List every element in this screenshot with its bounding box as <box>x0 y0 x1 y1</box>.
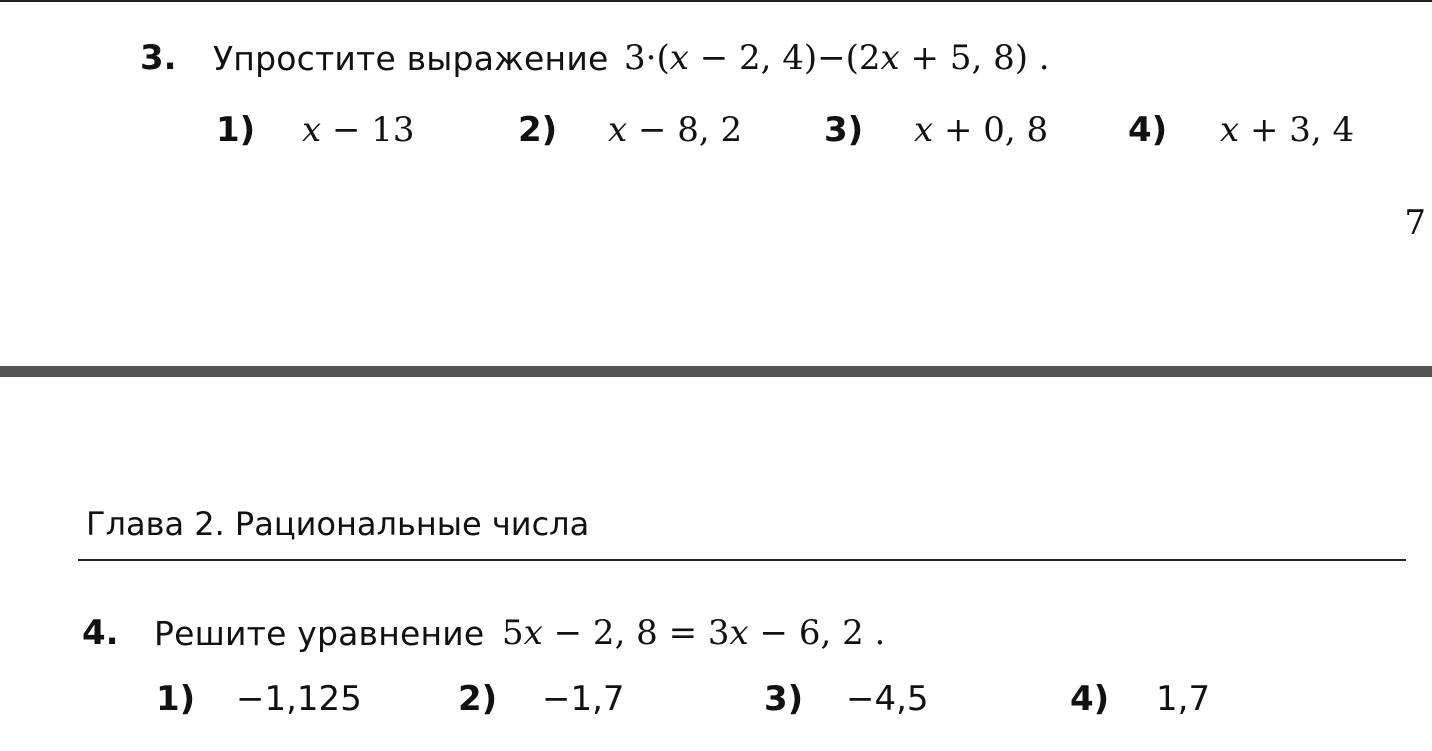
question-3-number: 3. <box>140 38 177 78</box>
question-3-expression: 3·(x − 2, 4)−(2x + 5, 8) . <box>624 38 1050 78</box>
question-3-option-2-value[interactable]: x − 8, 2 <box>608 110 743 150</box>
question-3-option-2-number: 2) <box>518 110 558 150</box>
question-4-number: 4. <box>82 613 119 653</box>
question-4-expression: 5x − 2, 8 = 3x − 6, 2 . <box>502 613 886 653</box>
question-4-option-4-number: 4) <box>1070 679 1110 719</box>
question-4-text: Решите уравнение <box>154 614 485 653</box>
chapter-underline <box>78 559 1406 561</box>
question-3-option-1-value[interactable]: x − 13 <box>302 110 415 150</box>
page-divider <box>0 366 1432 377</box>
question-4-option-2-number: 2) <box>458 679 498 719</box>
question-3-option-4-number: 4) <box>1128 110 1168 150</box>
question-4-option-1-value[interactable]: −1,125 <box>236 679 362 719</box>
chapter-title: Глава 2. Рациональные числа <box>86 505 590 543</box>
question-4-option-4-value[interactable]: 1,7 <box>1156 679 1211 719</box>
question-4-option-3-number: 3) <box>764 679 804 719</box>
page-number: 7 <box>1404 203 1426 243</box>
question-4-option-3-value[interactable]: −4,5 <box>846 679 929 719</box>
question-4-option-2-value[interactable]: −1,7 <box>542 679 625 719</box>
top-page-rule <box>0 0 1432 2</box>
question-4-option-1-number: 1) <box>156 679 196 719</box>
question-3-option-4-value[interactable]: x + 3, 4 <box>1220 110 1355 150</box>
question-3-option-3-number: 3) <box>824 110 864 150</box>
question-3-text: Упростите выражение <box>213 39 609 78</box>
question-3-option-3-value[interactable]: x + 0, 8 <box>914 110 1049 150</box>
question-3-option-1-number: 1) <box>216 110 256 150</box>
